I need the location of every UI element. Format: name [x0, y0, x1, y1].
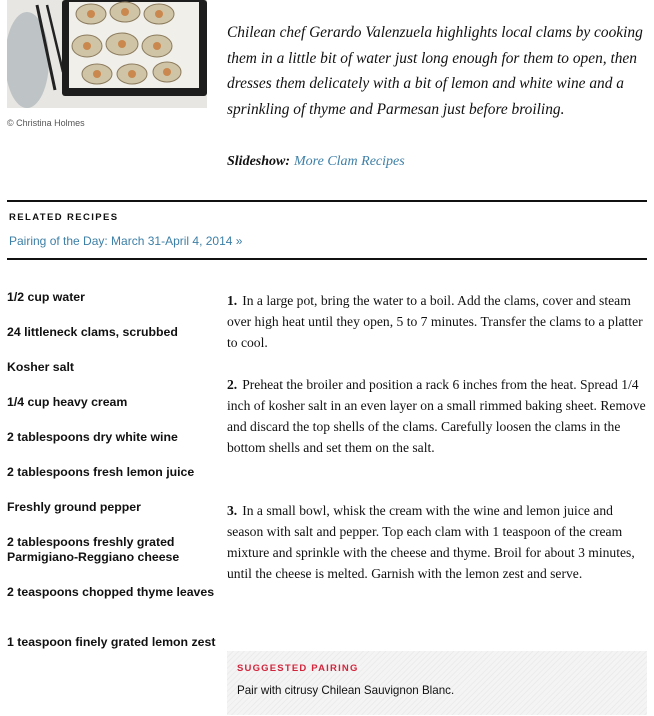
ingredient-item: Freshly ground pepper: [7, 500, 141, 514]
suggested-pairing-box: [227, 651, 647, 715]
ingredient-item: 2 tablespoons fresh lemon juice: [7, 465, 195, 479]
pairing-text: Pair with citrusy Chilean Sauvignon Blanc.: [237, 684, 455, 697]
step-text: Preheat the broiler and position a rack 6 inches from the heat. Spread 1/4 inch of kosher salt in an even layer on a small rimmed baking sheet. Remove and discard the top shells of the clams. Carefully loosen the clams in the bottom shells and set them on the salt.: [227, 377, 646, 455]
slideshow-link[interactable]: More Clam Recipes: [294, 154, 405, 169]
ingredient-item: 2 tablespoons freshly grated Parmigiano-Reggiano cheese: [7, 535, 180, 564]
divider: [7, 200, 647, 202]
slideshow-line: [227, 154, 405, 170]
direction-step: [227, 290, 647, 353]
direction-step: [227, 500, 647, 584]
direction-step: [227, 374, 647, 458]
related-recipe-link[interactable]: Pairing of the Day: March 31-April 4, 2014 »: [9, 234, 243, 248]
divider: [7, 258, 647, 260]
step-number: 1.: [227, 293, 238, 308]
ingredient-item: 1/2 cup water: [7, 290, 85, 304]
step-number: 3.: [227, 503, 238, 518]
ingredient-item: 24 littleneck clams, scrubbed: [7, 325, 178, 339]
recipe-intro: Chilean chef Gerardo Valenzuela highlights local clams by cooking them in a little bit of water just long enough for them to open, then dresses them delicately with a bit of lemon and white wine and a sprinkling of thyme and Parmesan just before broiling.: [227, 24, 643, 118]
slideshow-label: Slideshow:: [227, 154, 291, 169]
ingredient-item: 1/4 cup heavy cream: [7, 395, 128, 409]
pairing-heading: SUGGESTED PAIRING: [237, 663, 359, 674]
step-text: In a large pot, bring the water to a boil. Add the clams, cover and steam over high heat until they open, 5 to 7 minutes. Transfer the clams to a platter to cool.: [227, 293, 643, 350]
related-recipes-heading: RELATED RECIPES: [9, 212, 119, 223]
photo-credit: © Christina Holmes: [7, 118, 85, 128]
ingredient-item: Kosher salt: [7, 360, 74, 374]
step-number: 2.: [227, 377, 238, 392]
recipe-photo: [7, 0, 207, 108]
ingredient-item: 1 teaspoon finely grated lemon zest: [7, 635, 216, 649]
clams-photo-illustration: [7, 0, 207, 108]
ingredient-item: 2 tablespoons dry white wine: [7, 430, 178, 444]
step-text: In a small bowl, whisk the cream with the wine and lemon juice and season with salt and pepper. Top each clam with 1 teaspoon of the cream mixture and sprinkle with the cheese and thyme. Broil for about 3 minutes, until the cheese is melted. Garnish with the lemon zest and serve.: [227, 503, 635, 581]
ingredient-item: 2 teaspoons chopped thyme leaves: [7, 585, 215, 599]
